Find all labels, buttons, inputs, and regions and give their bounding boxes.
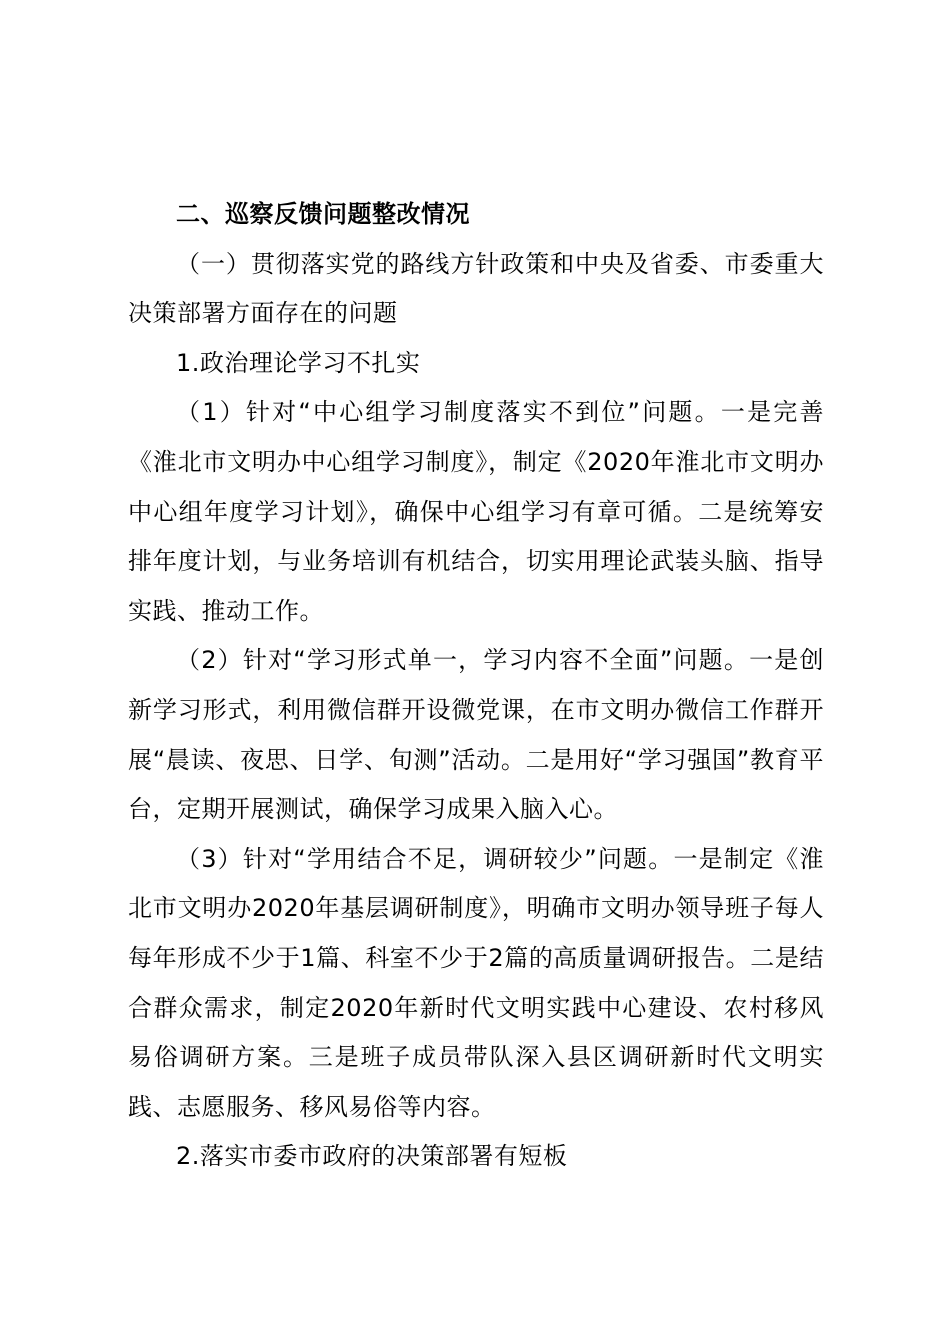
body-paragraph: （1）针对“中心组学习制度落实不到位”问题。一是完善《淮北市文明办中心组学习制度》，制定《2020年淮北市文明办中心组年度学习计划》，确保中心组学习有章可循。二是统筹安排年度计划，与业务培训有机结合，切实用理论武装头脑、指导实践、推动工作。: [128, 398, 824, 625]
document-body: [128, 190, 824, 1182]
item-heading: 2.落实市委市政府的决策部署有短板: [176, 1142, 568, 1171]
item-heading: 1.政治理论学习不扎实: [176, 348, 421, 377]
section-heading: 二、巡察反馈问题整改情况: [176, 200, 470, 228]
body-paragraph: （3）针对“学用结合不足，调研较少”问题。一是制定《淮北市文明办2020年基层调研制度》，明确市文明办领导班子每人每年形成不少于1篇、科室不少于2篇的高质量调研报告。二是结合群众需求，制定2020年新时代文明实践中心建设、农村移风易俗调研方案。三是班子成员带队深入县区调研新时代文明实践、志愿服务、移风易俗等内容。: [128, 844, 824, 1121]
subsection-heading: （一）贯彻落实党的路线方针政策和中央及省委、市委重大决策部署方面存在的问题: [128, 249, 824, 328]
body-paragraph: （2）针对“学习形式单一，学习内容不全面”问题。一是创新学习形式，利用微信群开设微党课，在市文明办微信工作群开展“晨读、夜思、日学、旬测”活动。二是用好“学习强国”教育平台，定期开展测试，确保学习成果入脑入心。: [128, 646, 824, 824]
